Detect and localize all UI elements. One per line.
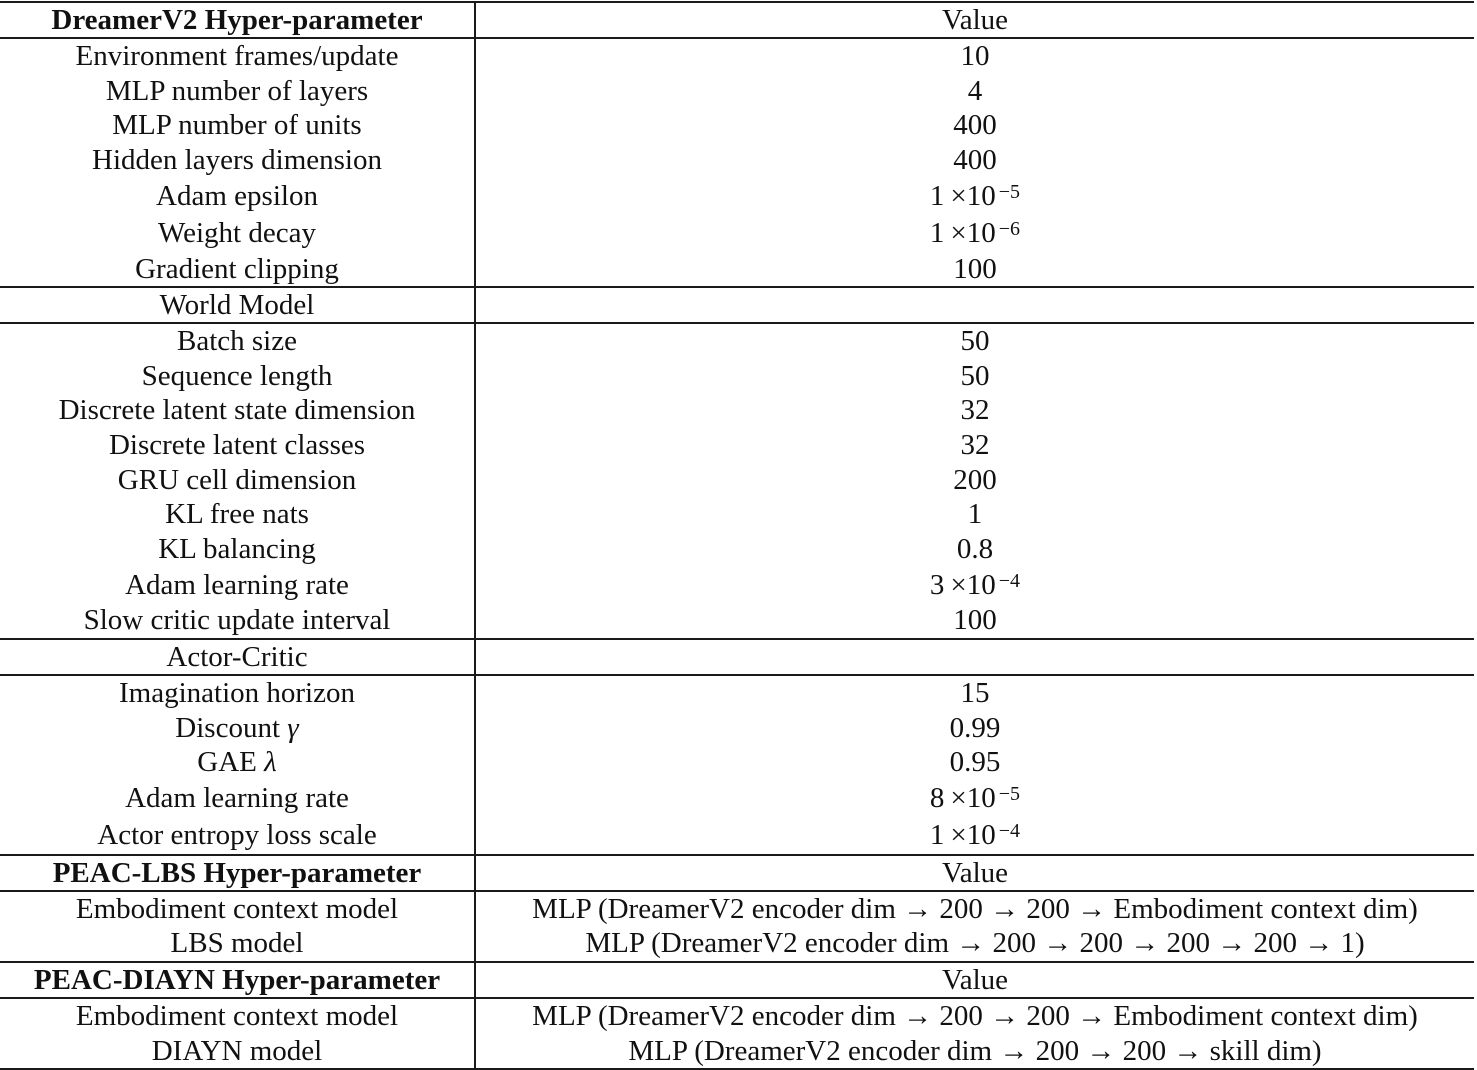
header-param: PEAC-LBS Hyper-parameter	[0, 856, 476, 890]
header-value: Value	[941, 856, 1009, 889]
header-param: DreamerV2 Hyper-parameter	[0, 3, 476, 37]
section-actor-critic	[0, 638, 1474, 674]
lambda-symbol: λ	[264, 746, 277, 779]
param-value: 200	[953, 463, 997, 496]
header-row	[0, 640, 1474, 674]
param-value: 8 ×10 $^{-5}$	[929, 782, 1021, 814]
section-peac-lbs	[0, 854, 1474, 890]
param-value: 32	[960, 429, 990, 462]
section-dreamerv2	[0, 1, 1474, 37]
param-value: 4	[967, 74, 983, 107]
param-name: Adam learning rate	[0, 780, 476, 817]
table-row	[0, 999, 1474, 1034]
table-row	[0, 566, 1474, 603]
times-ten: ×10	[950, 782, 996, 814]
mantissa: 3	[929, 568, 945, 601]
table-row	[0, 497, 1474, 532]
table-row	[0, 603, 1474, 638]
table-row	[0, 39, 1474, 74]
hyperparameter-table	[0, 1, 1474, 1070]
param-value: 1 ×10 $^{-6}$	[929, 216, 1021, 249]
section-peac-diayn	[0, 961, 1474, 997]
section-dreamerv2-body	[0, 37, 1474, 286]
table-row	[0, 676, 1474, 711]
param-name: Adam epsilon	[0, 177, 476, 214]
table-row	[0, 745, 1474, 780]
mantissa: 1	[929, 216, 945, 249]
param-value: 100	[953, 604, 997, 637]
param-name: Batch size	[0, 324, 476, 359]
param-name: Gradient clipping	[0, 251, 476, 286]
param-name	[0, 745, 476, 780]
param-name: Discrete latent state dimension	[0, 393, 476, 428]
param-value: MLP (DreamerV2 encoder dim → 200 → 200 → Embodiment context dim)	[532, 892, 1418, 925]
header-param: PEAC-DIAYN Hyper-parameter	[0, 963, 476, 997]
param-name: Slow critic update interval	[0, 603, 476, 638]
section-world-model	[0, 286, 1474, 322]
header-value	[476, 640, 1474, 674]
param-name: Embodiment context model	[0, 892, 476, 927]
param-name: Imagination horizon	[0, 676, 476, 711]
mantissa: 1	[929, 819, 945, 851]
header-value: Value	[941, 963, 1009, 996]
header-row	[0, 288, 1474, 322]
gamma-symbol: γ	[287, 711, 299, 744]
section-actor-critic-body	[0, 674, 1474, 854]
mantissa: 8	[929, 782, 945, 814]
section-world-model-body	[0, 322, 1474, 638]
param-value: 400	[953, 144, 997, 177]
param-name: Adam learning rate	[0, 566, 476, 603]
table-row	[0, 780, 1474, 817]
table-row	[0, 74, 1474, 109]
table-row	[0, 143, 1474, 178]
header-row	[0, 856, 1474, 890]
param-value: 400	[953, 109, 997, 142]
table-row	[0, 359, 1474, 394]
param-value: 0.99	[949, 711, 1001, 744]
header-param: World Model	[0, 288, 476, 322]
param-name: GRU cell dimension	[0, 462, 476, 497]
section-peac-lbs-body	[0, 890, 1474, 961]
param-name: MLP number of units	[0, 108, 476, 143]
table-row	[0, 324, 1474, 359]
header-param: Actor-Critic	[0, 640, 476, 674]
param-name: Embodiment context model	[0, 999, 476, 1034]
table-row	[0, 532, 1474, 567]
param-name: DIAYN model	[0, 1033, 476, 1068]
param-name: Discrete latent classes	[0, 428, 476, 463]
header-row	[0, 3, 1474, 37]
param-name: LBS model	[0, 926, 476, 961]
times-ten: ×10	[950, 216, 996, 249]
param-value: MLP (DreamerV2 encoder dim → 200 → 200 → Embodiment context dim)	[532, 999, 1418, 1032]
table-row	[0, 214, 1474, 251]
table-row	[0, 817, 1474, 854]
table-row	[0, 428, 1474, 463]
param-value: MLP (DreamerV2 encoder dim → 200 → 200 → skill dim)	[628, 1034, 1322, 1067]
param-name: MLP number of layers	[0, 74, 476, 109]
param-value: 1	[967, 498, 983, 531]
param-name: Hidden layers dimension	[0, 143, 476, 178]
param-value: 50	[960, 325, 990, 358]
param-value: 1 ×10 $^{-4}$	[929, 819, 1021, 851]
param-name: KL free nats	[0, 497, 476, 532]
param-label: Discount	[175, 711, 281, 744]
table-row	[0, 251, 1474, 286]
times-ten: ×10	[950, 568, 996, 601]
param-value: 0.95	[949, 746, 1001, 779]
table-row	[0, 393, 1474, 428]
table-row	[0, 1033, 1474, 1068]
param-name	[0, 710, 476, 745]
table-row	[0, 177, 1474, 214]
param-value: 50	[960, 359, 990, 392]
header-row	[0, 963, 1474, 997]
param-name: KL balancing	[0, 532, 476, 567]
param-name: Weight decay	[0, 214, 476, 251]
param-name: Environment frames/update	[0, 39, 476, 74]
param-label: GAE	[197, 746, 257, 779]
times-ten: ×10	[950, 819, 996, 851]
times-ten: ×10	[950, 179, 996, 212]
param-name: Actor entropy loss scale	[0, 817, 476, 854]
param-name: Sequence length	[0, 359, 476, 394]
param-value: 15	[960, 677, 990, 710]
param-value: MLP (DreamerV2 encoder dim → 200 → 200 → 200 → 200 → 1)	[585, 927, 1365, 960]
param-value: 0.8	[956, 532, 994, 565]
header-value	[476, 288, 1474, 322]
param-value: 32	[960, 394, 990, 427]
header-value: Value	[941, 4, 1009, 36]
table-row	[0, 926, 1474, 961]
param-value: 100	[953, 252, 997, 285]
param-value: 1 ×10 $^{-5}$	[929, 179, 1021, 212]
section-peac-diayn-body	[0, 997, 1474, 1070]
table-row	[0, 108, 1474, 143]
mantissa: 1	[929, 179, 945, 212]
param-value: 3 ×10 $^{-4}$	[929, 568, 1021, 601]
table-row	[0, 710, 1474, 745]
param-value: 10	[960, 40, 990, 73]
table-row	[0, 462, 1474, 497]
table-row	[0, 892, 1474, 927]
